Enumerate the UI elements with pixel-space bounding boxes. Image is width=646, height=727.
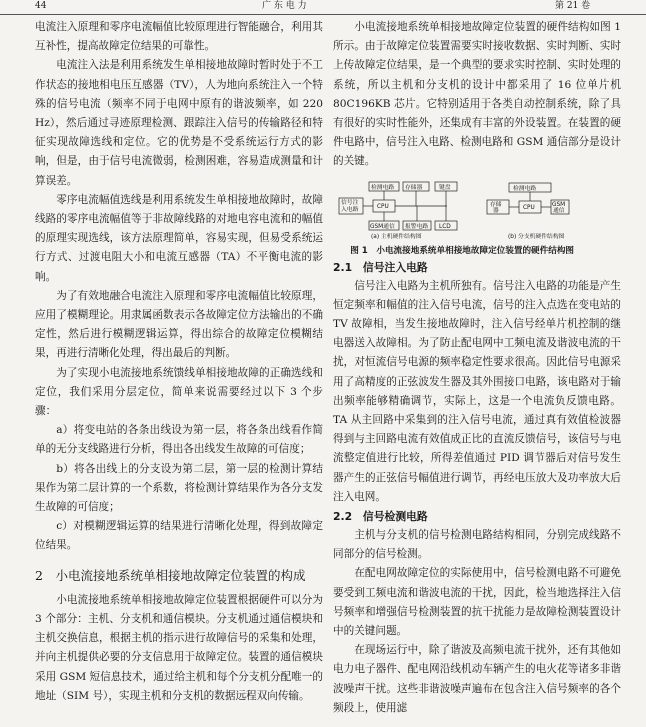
diagram-label: 报警电路 xyxy=(405,223,429,230)
diagram-label: 器 xyxy=(493,207,499,214)
figure-caption: 图 1 小电流接地系统单相接地故障定位装置的硬件结构图 xyxy=(350,245,575,256)
diagram-label: 入电路 xyxy=(341,206,359,213)
section-heading: 2 小电流接地系统单相接地故障定位装置的构成 xyxy=(35,567,306,583)
subfigure-label: (a) 主机硬件结构图 xyxy=(371,233,422,240)
page-number: 44 xyxy=(35,1,47,11)
paragraph: 主机与分支机的信号检测电路结构相同，分别完成线路不同部分的信号检测。 xyxy=(333,529,621,561)
volume-label: 第 21 卷 xyxy=(555,1,591,11)
subfigure-label: (b) 分支机硬件结构图 xyxy=(508,233,565,240)
diagram-label: GSM通信 xyxy=(370,223,395,230)
diagram-label: 检测电路 xyxy=(371,184,395,191)
paragraph: 为了实现小电流接地系统馈线单相接地故障的正确选线和定位，我们采用分层定位，简单来说需要经过以下 3 个步骤： xyxy=(35,366,323,418)
subsection-heading: 2.1 信号注入电路 xyxy=(333,260,428,274)
diagram-label: 存储器 xyxy=(405,184,423,191)
diagram-label: 键盘 xyxy=(439,184,451,191)
subsection-heading: 2.2 信号检测电路 xyxy=(333,510,428,524)
diagram-label: GSM xyxy=(552,201,566,208)
paragraph: 在配电网故障定位的实际使用中，信号检测电路不可避免要受到工频电流和谐波电流的干扰，因此，检当地选择注入信号频率和增强信号检测装置的抗干扰能力是故障检测装置设计中的关键问题。 xyxy=(333,567,621,638)
list-item: c）对模糊逻辑运算的结果进行清晰化处理，得到故障定位结果。 xyxy=(35,520,323,552)
diagram-label: 检测电路 xyxy=(513,185,537,192)
diagram-label: CPU xyxy=(523,204,535,211)
right-column xyxy=(333,18,621,718)
paragraph: 小电流接地系统单相接地故障定位装置的硬件结构如图 1 所示。由于故障定位装置需要实时接收数据、实时判断、实时上传故障定位结果，是一个典型的要求实时控制、实时处理的系统，所以主机和分支机的设计中都采用了 16 位单片机 80C196KB 芯片。它特别适用于各类自动控制系统，除了具有很好的实时性能外，还集成有丰富的外设装置。在装置的硬件电路中，信号注入电路、检测电路和 GSM 通信部分是设计的关键。 xyxy=(333,21,621,168)
block-diagram xyxy=(333,180,621,240)
paragraph: 在现场运行中，除了谐波及高频电流干扰外，还有其他如电力电子器件、配电网沿线机动车辆产生的电火花等诸多非谐波噪声干扰。这些非谐波噪声遍布在包含注入信号频率的各个频段上，使用滤 xyxy=(333,644,621,714)
list-item: b）将各出线上的分支设为第二层，第一层的检测计算结果作为第二层计算的一个系数，将检测计算结果作为各分支发生故障的可信度； xyxy=(35,462,323,514)
paragraph: 零序电流幅值选线是利用系统发生单相接地故障时，故障线路的零序电流幅值等于非故障线路的对地电容电流和的幅值的原理实现选线，该方法原理简单，容易实现，但易受系统运行方式、过渡电阻大小和电流互感器（TA）不平衡电流的影响。 xyxy=(35,193,323,283)
diagram-label: 存储 xyxy=(490,201,502,208)
diagram-label: 信号注 xyxy=(341,199,359,206)
left-column xyxy=(35,18,323,706)
paragraph: 小电流接地系统单相接地故障定位装置根据硬件可以分为 3 个部分：主机、分支机和通信模块。分支机通过通信模块和主机交换信息，根据主机的指示进行故障信号的采集和处理，并向主机提供必要的分支信息用于故障定位。装置的通信模块采用 GSM 短信息技术，通过给主机和每个分支机分配唯一的地址（SIM 号），实现主机和分支机的数据远程双向传输。 xyxy=(35,593,323,702)
paragraph: 电流注入原理和零序电流幅值比较原理进行智能融合，利用其互补性，提高故障定位结果的可靠性。 xyxy=(35,21,323,53)
diagram-label: 通信 xyxy=(553,207,565,214)
hardware-figure xyxy=(333,180,621,240)
diagram-label: CPU xyxy=(377,203,389,210)
paragraph: 电流注入法是利用系统发生单相接地故障时暂时处于不工作状态的接地相电压互感器（TV），人为地向系统注入一个特殊的信号电流（频率不同于电网中原有的谐波频率，如 220 Hz），然后通过寻迹原理检测、跟踪注入信号的传输路径和特征实现故障选线和定位。它的优势是不受系统运行方式的影响，但是，由于信号电流微弱，检测困难，容易造成测量和计算误差。 xyxy=(35,59,323,187)
journal-name: 广 东 电 力 xyxy=(262,1,307,11)
page-header xyxy=(0,0,646,15)
paragraph: 为了有效地融合电流注入原理和零序电流幅值比较原理，应用了模糊理论。用隶属函数表示各故障定位方法输出的不确定性，然后进行模糊逻辑运算，得出综合的故障定位模糊结果，再进行清晰化处理，得出最后的判断。 xyxy=(35,289,323,360)
paragraph: 信号注入电路为主机所独有。信号注入电路的功能是产生恒定频率和幅值的注入信号电流，信号的注入点选在变电站的 TV 故障相，当发生接地故障时，注入信号经单片机控制的继电器送入故障相。为了防止配电网中工频电流及谐波电流的干扰，对恒流信号电源的频率稳定性要求很高。因此信号电源采用了高精度的正弦波发生器及其外围接口电路，该电路对于输出频率能够精确调节，实际上，这是一个电流负反馈电路。TA 从主回路中采集到的注入信号电流，通过真有效值检波器得到与主回路电流有效值成正比的直流反馈信号，该信号与电流整定值进行比较，所得差值通过 PID 调节器后对信号发生器产生的正弦信号幅值进行调节，再经电压放大及功率放大后注入电网。 xyxy=(333,279,621,503)
diagram-label: LCD xyxy=(439,223,451,230)
list-item: a）将变电站的各条出线设为第一层，将各条出线看作简单的无分支线路进行分析，得出各出线发生故障的可信度； xyxy=(35,424,323,456)
